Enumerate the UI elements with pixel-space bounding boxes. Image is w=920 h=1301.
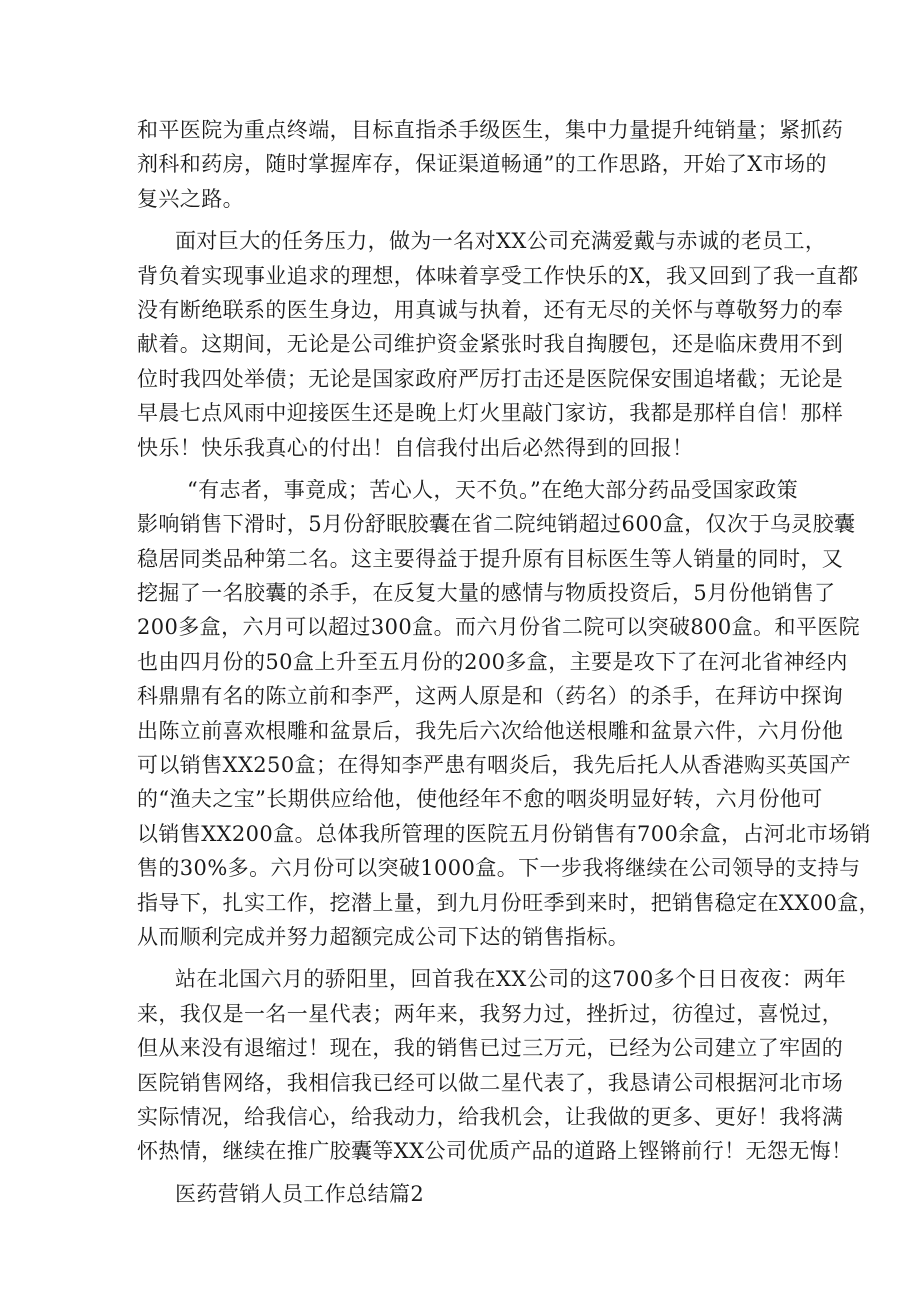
- text-line: 站在北国六月的骄阳里，回首我在XX公司的这700多个日日夜夜：两年: [175, 967, 847, 992]
- text-line: 指导下，扎实工作，挖潜上量，到九月份旺季到来时，把销售稳定在XX00盒，: [137, 890, 881, 915]
- text-line: 200多盒，六月可以超过300盒。而六月份省二院可以突破800盒。和平医院: [137, 615, 861, 640]
- text-line: 背负着实现事业追求的理想，体味着享受工作快乐的X，我又回到了我一直都: [137, 263, 859, 288]
- text-line: 和平医院为重点终端，目标直指杀手级医生，集中力量提升纯销量；紧抓药: [137, 118, 844, 142]
- text-line: 面对巨大的任务压力，做为一名对XX公司充满爱戴与赤诚的老员工，: [175, 229, 827, 254]
- paragraph-2: [137, 224, 859, 465]
- text-line: 可以销售XX250盒；在得知李严患有咽炎后，我先后托人从香港购买英国产: [137, 753, 851, 778]
- paragraph-4: [137, 962, 853, 1168]
- text-line: 献着。这期间，无论是公司维护资金紧张时我自掏腰包，还是临床费用不到: [137, 332, 844, 357]
- text-line: 出陈立前喜欢根雕和盆景后，我先后六次给他送根雕和盆景六件，六月份他: [137, 718, 844, 743]
- text-line: 早晨七点风雨中迎接医生还是晚上灯火里敲门家访，我都是那样自信！那样: [137, 401, 844, 426]
- text-line: 剂科和药房，随时掌握库存，保证渠道畅通”的工作思路，开始了X市场的: [137, 152, 827, 177]
- text-line: 实际情况，给我信心，给我动力，给我机会，让我做的更多、更好！我将满: [137, 1104, 844, 1129]
- text-line: 复兴之路。: [137, 186, 244, 211]
- text-line: 影响销售下滑时，5月份舒眠胶囊在省二院纯销超过600盒，仅次于乌灵胶囊: [137, 512, 856, 537]
- text-line: 位时我四处举债；无论是国家政府严厉打击还是医院保安围追堵截；无论是: [137, 366, 844, 391]
- heading-line: 医药营销人员工作总结篇2: [175, 1181, 425, 1206]
- text-line: 从而顺利完成并努力超额完成公司下达的销售指标。: [137, 924, 630, 949]
- text-line: 快乐！快乐我真心的付出！自信我付出后必然得到的回报！: [137, 435, 694, 460]
- document-body: [137, 113, 881, 1211]
- text-line: 挖掘了一名胶囊的杀手，在反复大量的感情与物质投资后，5月份他销售了: [137, 581, 836, 606]
- text-line: “有志者，事竟成；苦心人，天不负。”在绝大部分药品受国家政策: [187, 477, 798, 502]
- text-line: 来，我仅是一名一星代表；两年来，我努力过，挫折过，彷徨过，喜悦过，: [137, 1001, 844, 1026]
- section-heading: [137, 1177, 797, 1211]
- text-line: 的“渔夫之宝”长期供应给他，使他经年不愈的咽炎明显好转，六月份他可: [137, 787, 823, 812]
- text-line: 没有断绝联系的医生身边，用真诚与执着，还有无尽的关怀与尊敬努力的奉: [137, 297, 844, 322]
- text-line: 稳居同类品种第二名。这主要得益于提升原有目标医生等人销量的同时，又: [137, 546, 844, 571]
- text-line: 但从来没有退缩过！现在，我的销售已过三万元，已经为公司建立了牢固的: [137, 1036, 844, 1061]
- text-line: 也由四月份的50盒上升至五月份的200多盒，主要是攻下了在河北省神经内: [137, 649, 848, 674]
- text-line: 科鼎鼎有名的陈立前和李严，这两人原是和（药名）的杀手，在拜访中探询: [137, 684, 844, 709]
- text-line: 怀热情，继续在推广胶囊等XX公司优质产品的道路上铿锵前行！无怨无悔！: [137, 1139, 853, 1164]
- text-line: 售的30%多。六月份可以突破1000盒。下一步我将继续在公司领导的支持与: [137, 856, 861, 881]
- text-line: 医院销售网络，我相信我已经可以做二星代表了，我恳请公司根据河北市场: [137, 1070, 844, 1095]
- paragraph-1: [137, 113, 844, 216]
- paragraph-3: [137, 473, 881, 954]
- text-line: 以销售XX200盒。总体我所管理的医院五月份销售有700余盒，占河北市场销: [137, 821, 871, 846]
